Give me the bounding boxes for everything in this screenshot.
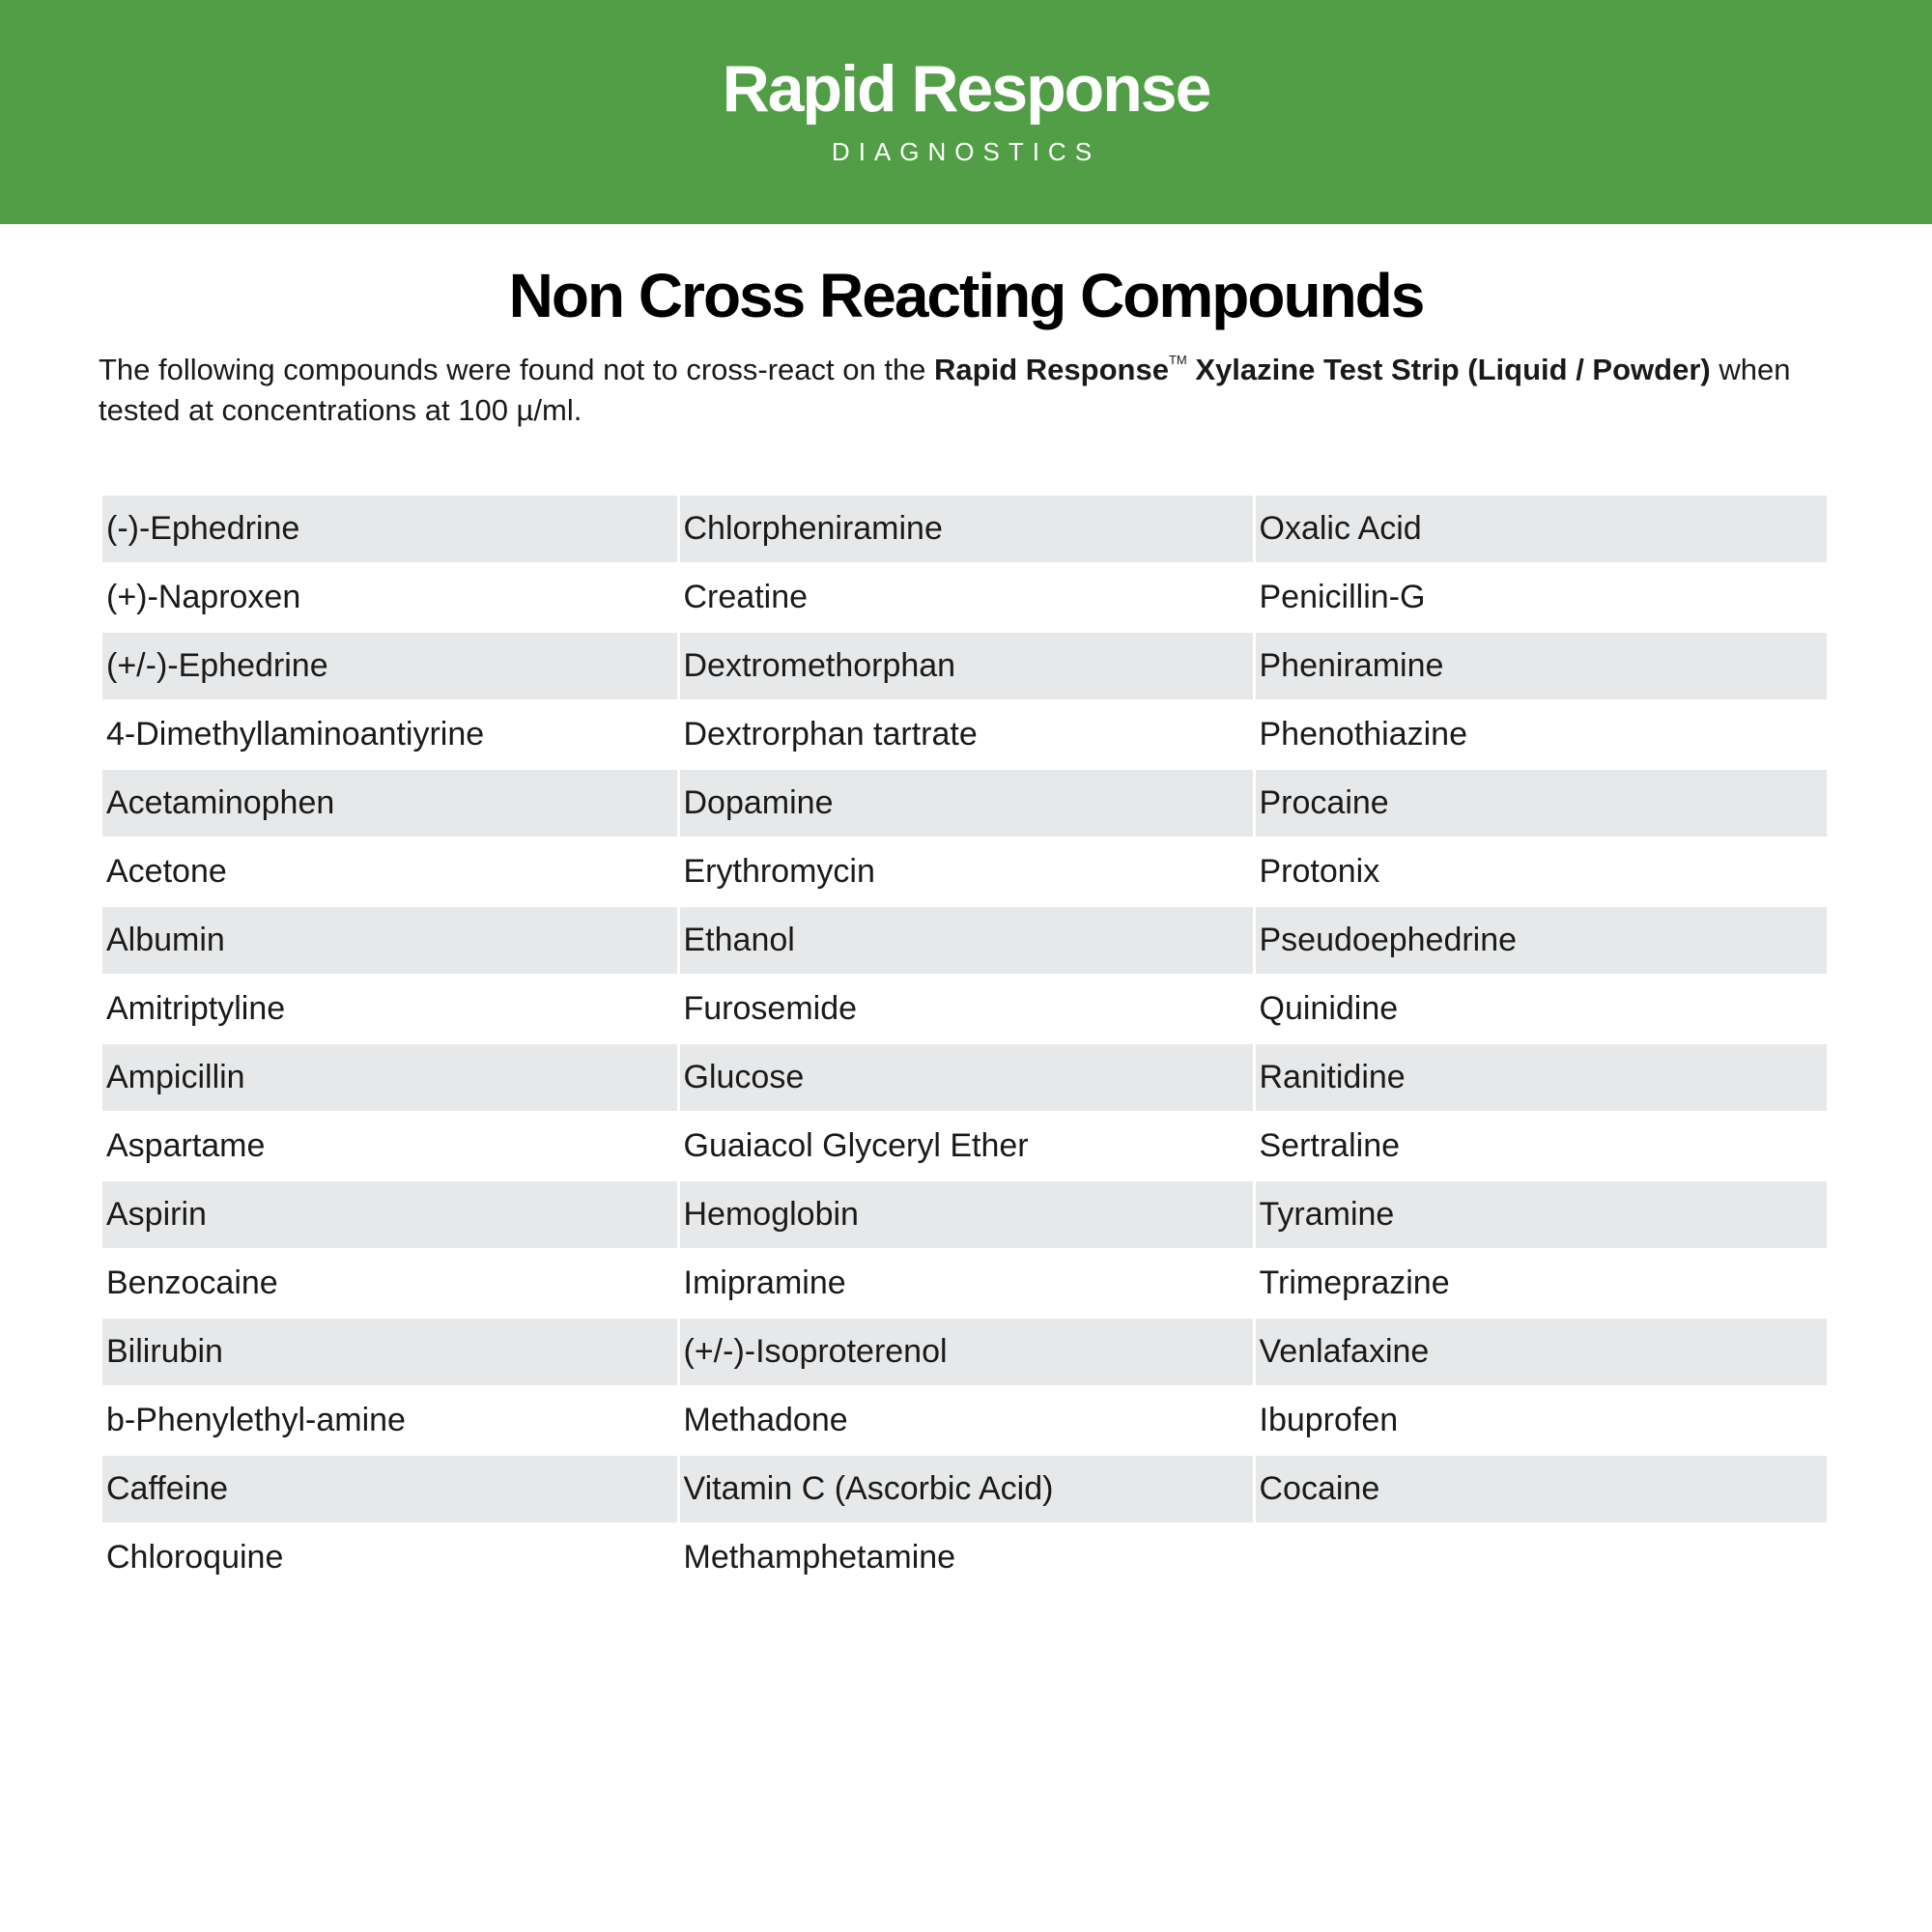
compound-cell: Glucose	[678, 1043, 1254, 1112]
compounds-table-body	[102, 496, 1827, 1592]
compound-cell: Chlorpheniramine	[678, 496, 1254, 563]
compound-cell: Benzocaine	[102, 1249, 678, 1318]
compound-cell: Cocaine	[1254, 1455, 1827, 1523]
compound-cell: Creatine	[678, 563, 1254, 632]
table-row	[102, 1386, 1827, 1455]
brand-subtitle: DIAGNOSTICS	[831, 137, 1101, 166]
table-row	[102, 975, 1827, 1043]
compound-cell: Protonix	[1254, 838, 1827, 906]
compound-cell: Erythromycin	[678, 838, 1254, 906]
compound-cell: Pheniramine	[1254, 632, 1827, 700]
compound-cell: b-Phenylethyl-amine	[102, 1386, 678, 1455]
compound-cell: Pseudoephedrine	[1254, 906, 1827, 975]
compound-cell: Imipramine	[678, 1249, 1254, 1318]
compound-cell: Phenothiazine	[1254, 700, 1827, 769]
compound-cell: Methamphetamine	[678, 1523, 1254, 1592]
intro-text-1: The following compounds were found not to cross-react on the	[99, 353, 935, 386]
table-row	[102, 1112, 1827, 1180]
compound-cell: Amitriptyline	[102, 975, 678, 1043]
compound-cell: Trimeprazine	[1254, 1249, 1827, 1318]
compound-cell: Quinidine	[1254, 975, 1827, 1043]
table-row	[102, 838, 1827, 906]
compound-cell: Hemoglobin	[678, 1180, 1254, 1249]
trademark-mark: TM	[1168, 353, 1187, 367]
compound-cell: (+/-)-Isoproterenol	[678, 1318, 1254, 1386]
intro-text-2: when tested at concentrations at 100 µ/ml.	[99, 353, 1791, 427]
compound-cell: Venlafaxine	[1254, 1318, 1827, 1386]
compound-cell: Aspirin	[102, 1180, 678, 1249]
compound-cell: Tyramine	[1254, 1180, 1827, 1249]
compound-cell: Albumin	[102, 906, 678, 975]
compound-cell: Ampicillin	[102, 1043, 678, 1112]
compound-cell: Ibuprofen	[1254, 1386, 1827, 1455]
compound-cell: Acetone	[102, 838, 678, 906]
page-title: Non Cross Reacting Compounds	[508, 261, 1424, 330]
compound-cell: Caffeine	[102, 1455, 678, 1523]
compound-cell: Dextrorphan tartrate	[678, 700, 1254, 769]
table-row	[102, 496, 1827, 563]
compound-cell: Chloroquine	[102, 1523, 678, 1592]
compound-cell: (-)-Ephedrine	[102, 496, 678, 563]
compound-cell: Vitamin C (Ascorbic Acid)	[678, 1455, 1254, 1523]
intro-paragraph	[99, 350, 1866, 431]
intro-product-detail: Xylazine Test Strip (Liquid / Powder)	[1186, 353, 1711, 386]
compound-cell: (+/-)-Ephedrine	[102, 632, 678, 700]
compound-cell: Oxalic Acid	[1254, 496, 1827, 563]
compound-cell: Sertraline	[1254, 1112, 1827, 1180]
table-row	[102, 769, 1827, 838]
compound-cell	[1254, 1523, 1827, 1592]
compounds-table	[102, 496, 1827, 1593]
compound-cell: Penicillin-G	[1254, 563, 1827, 632]
compound-cell: Furosemide	[678, 975, 1254, 1043]
compound-cell: Aspartame	[102, 1112, 678, 1180]
table-row	[102, 1249, 1827, 1318]
compound-cell: Dopamine	[678, 769, 1254, 838]
compound-cell: Acetaminophen	[102, 769, 678, 838]
table-row	[102, 1455, 1827, 1523]
compound-cell: Dextromethorphan	[678, 632, 1254, 700]
table-row	[102, 1180, 1827, 1249]
table-row	[102, 563, 1827, 632]
table-row	[102, 700, 1827, 769]
compound-cell: Methadone	[678, 1386, 1254, 1455]
table-row	[102, 1318, 1827, 1386]
table-row	[102, 1523, 1827, 1592]
compound-cell: Guaiacol Glyceryl Ether	[678, 1112, 1254, 1180]
intro-product-name: Rapid Response	[934, 353, 1169, 386]
compound-cell: 4-Dimethyllaminoantiyrine	[102, 700, 678, 769]
brand-logo-text: Rapid Response	[722, 52, 1210, 126]
compound-cell: Procaine	[1254, 769, 1827, 838]
table-row	[102, 906, 1827, 975]
table-row	[102, 1043, 1827, 1112]
table-row	[102, 632, 1827, 700]
compound-cell: (+)-Naproxen	[102, 563, 678, 632]
brand-header	[0, 0, 1932, 224]
compound-cell: Ranitidine	[1254, 1043, 1827, 1112]
compound-cell: Ethanol	[678, 906, 1254, 975]
compound-cell: Bilirubin	[102, 1318, 678, 1386]
